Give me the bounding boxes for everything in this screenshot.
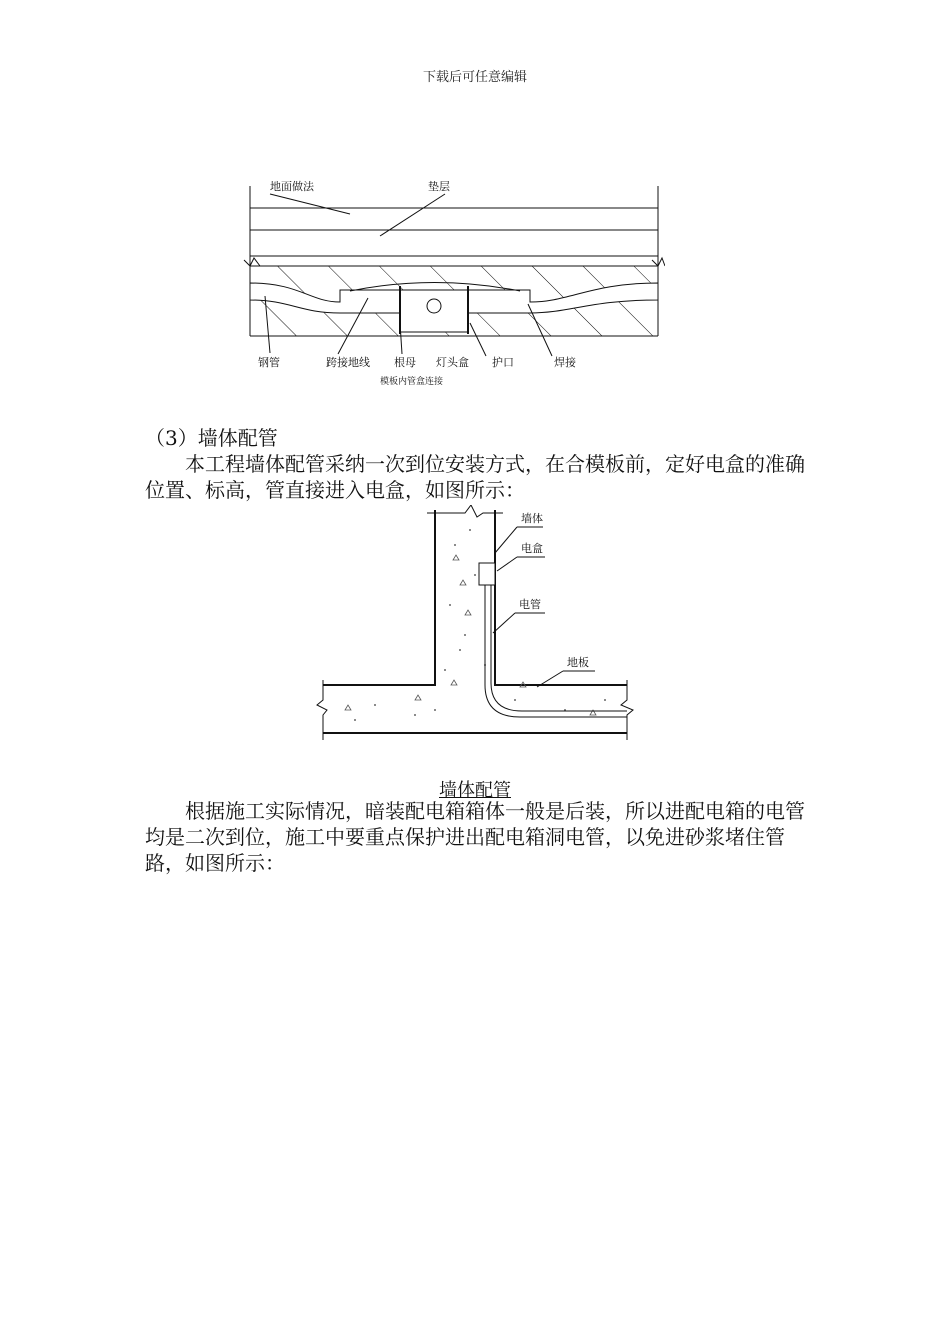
- figure1-caption: 模板内管盒连接: [380, 377, 444, 387]
- label-lamp-box: 灯头盒: [436, 356, 469, 369]
- label-jumper-ground: 跨接地线: [326, 356, 370, 369]
- figure2-caption-text: 墙体配管: [439, 780, 511, 801]
- label-floor-method: 地面做法: [270, 180, 314, 193]
- label-weld: 焊接: [554, 356, 576, 369]
- label-bushing: 护口: [492, 356, 514, 369]
- label-wall: 墙体: [521, 512, 543, 525]
- label-conduit: 电管: [519, 598, 541, 611]
- page-header: 下载后可任意编辑: [422, 70, 527, 85]
- figure-formwork-conduit-box: [240, 178, 665, 393]
- paragraph-1: 本工程墙体配管采纳一次到位安装方式，在合模板前，定好电盒的准确位置、标高，管直接进入电盒，如图所示：: [145, 452, 805, 502]
- paragraph-2: 根据施工实际情况，暗装配电箱箱体一般是后装，所以进配电箱的电管均是二次到位，施工中要重点保护进出配电箱洞电管，以免进砂浆堵住管路，如图所示：: [145, 799, 805, 875]
- figure-wall-conduit: [315, 505, 635, 745]
- label-cushion: 垫层: [428, 180, 450, 193]
- label-electric-box: 电盒: [521, 542, 543, 555]
- section-heading: （3）墙体配管: [145, 426, 278, 450]
- label-lock-nut: 根母: [394, 356, 416, 369]
- label-floor-slab: 地板: [567, 656, 589, 669]
- label-steel-pipe: 钢管: [258, 356, 280, 369]
